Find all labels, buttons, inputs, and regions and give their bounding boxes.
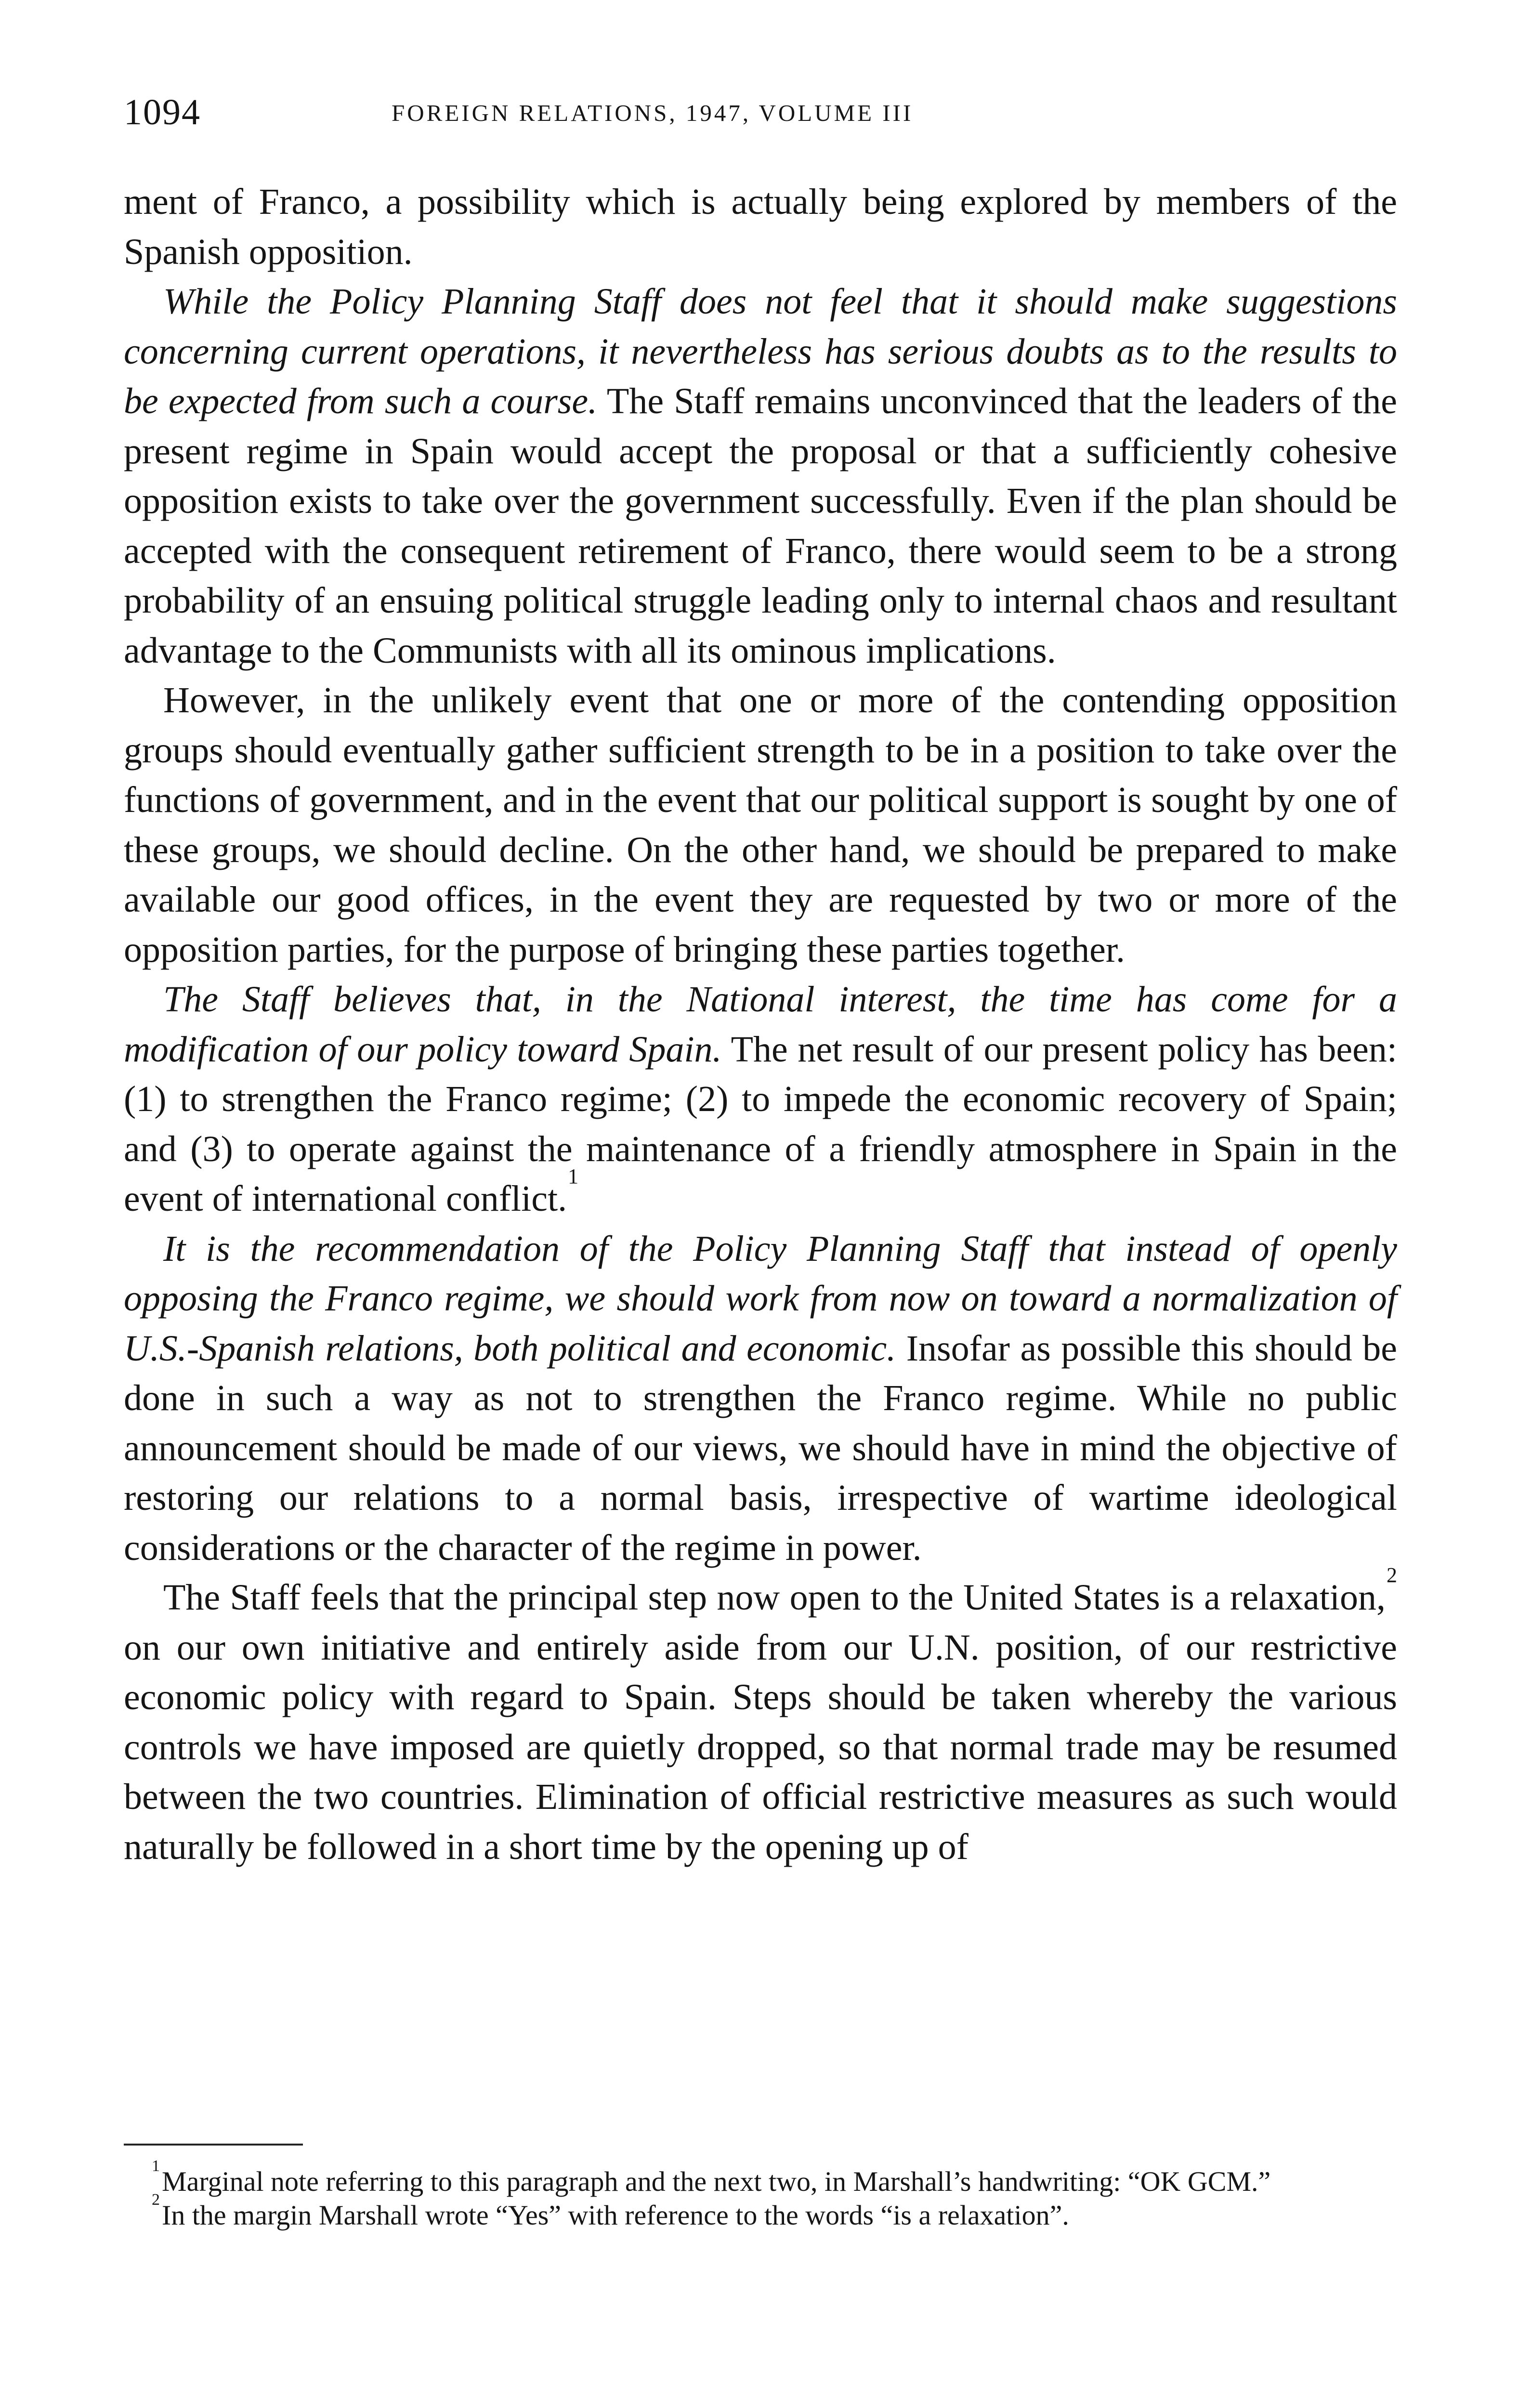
footnote-reference-1: 1: [568, 1164, 579, 1188]
footnote-reference-2: 2: [1387, 1563, 1397, 1587]
page-header: [124, 91, 1397, 144]
footnote-divider: [124, 2144, 303, 2146]
italic-emphasis-normalization: It is the recommendation of the Policy Planning Staff that instead of openly opposing the Franco regime, we should work from now on toward a normalization of U.S.-Spanish relations, both political and economic.: [124, 1228, 1397, 1369]
paragraph-economic-relaxation: [124, 1563, 1397, 1872]
paragraph-economic-relaxation-start: The Staff feels that the principal step now open to the United States is a relaxation,: [163, 1577, 1386, 1618]
italic-emphasis-staff-doubts: While the Policy Planning Staff does not feel that it should make suggestions concerning current operations, it nevertheless has serious doubts as to the results to be expected from such a course.: [124, 281, 1397, 421]
footnote-2: [124, 2190, 1397, 2231]
paragraph-staff-doubts: [124, 277, 1397, 676]
paragraph-opposition-groups: However, in the unlikely event that one or more of the contending opposition groups should eventually gather sufficient strength to be in a position to take over the functions of government, and in the event that our political support is sought by one of these groups, we should decline. On the other hand, we should be prepared to make available our good offices, in the event they are requested by two or more of the opposition parties, for the purpose of bringing these parties together.: [124, 680, 1397, 970]
footnote-text-2: In the margin Marshall wrote “Yes” with reference to the words “is a relaxation”.: [162, 2199, 1069, 2231]
paragraph-normalization-recommendation: [124, 1224, 1397, 1573]
paragraph-policy-modification-text: The net result of our present policy has been: (1) to strengthen the Franco regime; (2) to impede the economic recovery of Spain; and (3) to operate against the maintenance of a friendly atmosphere in Spain in the event of international conflict.: [124, 1029, 1397, 1219]
page-number: 1094: [124, 92, 201, 132]
running-title: FOREIGN RELATIONS, 1947, VOLUME III: [392, 100, 914, 126]
paragraph-policy-modification: [124, 975, 1397, 1224]
paragraph-economic-relaxation-end: on our own initiative and entirely aside from our U.N. position, of our restrictive economic policy with regard to Spain. Steps should be taken whereby the various controls we have imposed are quietly dropped, so that normal trade may be resumed between the two countries. Elimination of official restrictive measures as such would naturally be followed in a short time by the opening up of: [124, 1627, 1397, 1867]
footnotes: [124, 2157, 1397, 2235]
paragraph-continuation: ment of Franco, a possibility which is actually being explored by members of the Spanish opposition.: [124, 182, 1397, 272]
paragraph-staff-doubts-text: The Staff remains unconvinced that the leaders of the present regime in Spain would accept the proposal or that a sufficiently cohesive opposition exists to take over the government successfully. Even if the plan should be accepted with the consequent retirement of Franco, there would seem to be a strong probability of an ensuing political struggle leading only to internal chaos and resultant advantage to the Communists with all its ominous implications.: [124, 381, 1397, 671]
paragraph-normalization-text: Insofar as possible this should be done in such a way as not to strengthen the Franco regime. While no public announcement should be made of our views, we should have in mind the objective of restoring our relations to a normal basis, irrespective of wartime ideological considerations or the character of the regime in power.: [124, 1328, 1397, 1568]
italic-emphasis-policy-modification: The Staff believes that, in the National interest, the time has come for a modification of our policy toward Spain.: [124, 979, 1397, 1070]
footnote-1: [124, 2157, 1397, 2197]
footnote-text-1: Marginal note referring to this paragraph and the next two, in Marshall’s handwriting: “OK GCM.”: [162, 2166, 1271, 2197]
footnote-marker-1: 1: [152, 2157, 160, 2175]
footnote-marker-2: 2: [152, 2190, 160, 2209]
main-text: [124, 177, 1397, 1872]
